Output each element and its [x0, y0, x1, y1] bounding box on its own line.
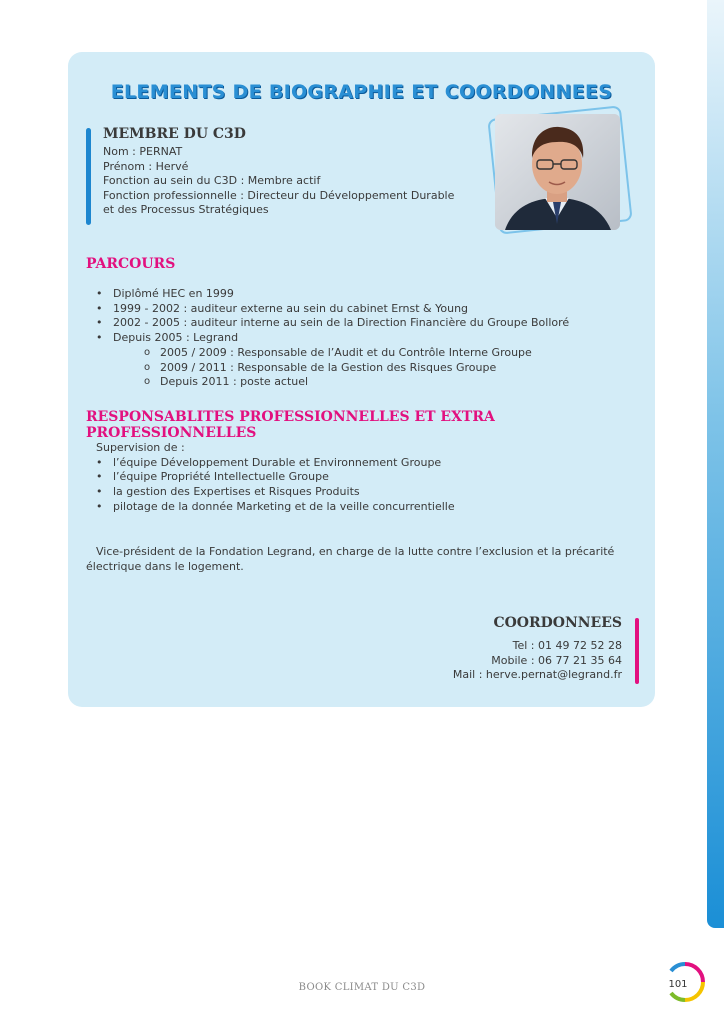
list-item: • l’équipe Développement Durable et Environnement Groupe — [88, 456, 628, 471]
responsabilites-list — [88, 441, 628, 515]
list-item: • la gestion des Expertises et Risques Produits — [88, 485, 628, 500]
side-gradient-bar — [707, 0, 724, 928]
list-item: • Diplômé HEC en 1999 — [88, 287, 628, 302]
list-item: • 1999 - 2002 : auditeur externe au sein du cabinet Ernst & Young — [88, 302, 628, 317]
list-item: • pilotage de la donnée Marketing et de la veille concurrentielle — [88, 500, 628, 515]
sub-list-item: o 2009 / 2011 : Responsable de la Gestion des Risques Groupe — [88, 361, 628, 376]
member-name: Nom : PERNAT — [103, 145, 183, 158]
sub-list-item: o Depuis 2011 : poste actuel — [88, 375, 628, 390]
contact-email: Mail : herve.pernat@legrand.fr — [452, 668, 622, 681]
biography-card — [68, 52, 655, 707]
member-heading: MEMBRE DU C3D — [103, 126, 246, 142]
contact-phone: Tel : 01 49 72 52 28 — [512, 639, 622, 652]
member-c3d-role: Fonction au sein du C3D : Membre actif — [103, 174, 321, 187]
list-item: • l’équipe Propriété Intellectuelle Groupe — [88, 470, 628, 485]
contact-heading: COORDONNEES — [493, 615, 622, 631]
page-number: 101 — [668, 979, 688, 990]
parcours-heading: PARCOURS — [86, 256, 176, 272]
parcours-list — [88, 287, 628, 390]
member-job-title: Fonction professionnelle : Directeur du Développement Durable — [103, 188, 455, 202]
responsabilites-heading: RESPONSABLITES PROFESSIONNELLES ET EXTRA PROFESSIONNELLES — [86, 409, 495, 441]
member-accent-bar — [86, 128, 91, 225]
list-item: • Depuis 2005 : Legrand — [88, 331, 628, 346]
member-section — [103, 126, 483, 218]
contact-mobile: Mobile : 06 77 21 35 64 — [491, 653, 622, 667]
list-item: • 2002 - 2005 : auditeur interne au sein de la Direction Financière du Groupe Bolloré — [88, 316, 628, 331]
member-job-title-cont: et des Processus Stratégiques — [103, 203, 269, 216]
contact-section — [453, 615, 622, 683]
sub-list-item: o 2005 / 2009 : Responsable de l’Audit et du Contrôle Interne Groupe — [88, 346, 628, 361]
vice-president-paragraph: Vice-président de la Fondation Legrand, en charge de la lutte contre l’exclusion et la précarité électrique dans le logement. — [86, 545, 615, 573]
footer-title: BOOK CLIMAT DU C3D — [298, 982, 426, 993]
member-firstname: Prénom : Hervé — [103, 159, 189, 173]
portrait-photo — [495, 114, 620, 230]
supervision-intro: Supervision de : — [96, 441, 185, 454]
page-title: ELEMENTS DE BIOGRAPHIE ET COORDONNEES — [110, 80, 613, 103]
contact-accent-bar — [635, 618, 639, 684]
